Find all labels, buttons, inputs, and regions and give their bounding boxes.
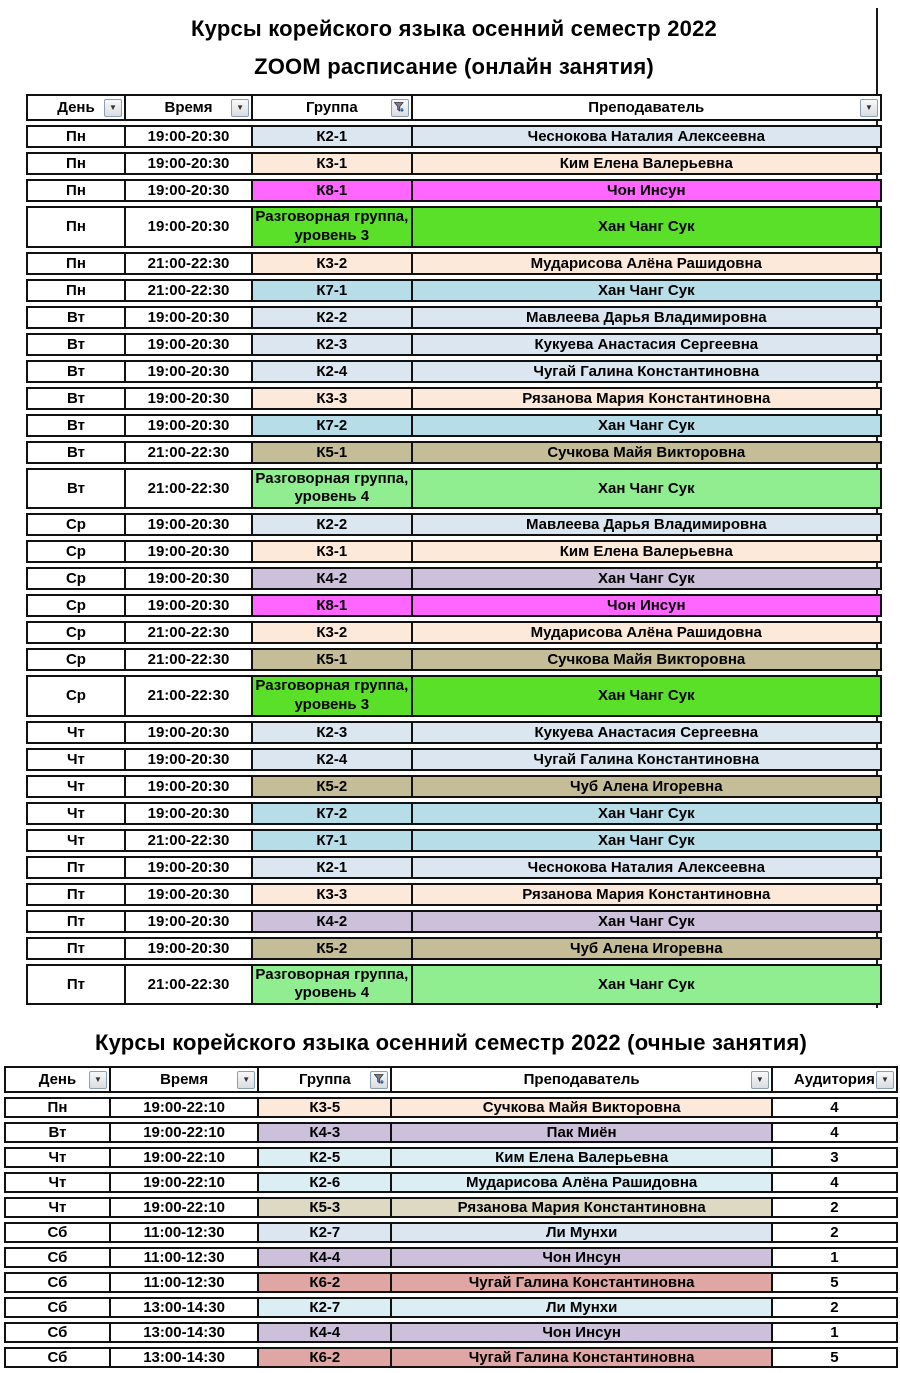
header-row (4, 1066, 898, 1093)
column-header-4 (771, 1066, 898, 1093)
teacher-cell[interactable]: Чон Инсун (390, 1322, 770, 1343)
table-row (4, 1297, 898, 1318)
table-row (26, 206, 882, 248)
time-cell[interactable]: 21:00-22:30 (124, 964, 251, 1006)
time-cell[interactable]: 19:00-20:30 (124, 513, 251, 536)
room-cell[interactable]: 5 (771, 1272, 898, 1293)
group-cell[interactable]: К6-2 (257, 1347, 390, 1368)
time-cell[interactable]: 21:00-22:30 (124, 441, 251, 464)
dropdown-icon[interactable]: ▼ (104, 99, 122, 117)
column-header-label: Время (164, 99, 213, 116)
teacher-cell[interactable]: Чугай Галина Константиновна (390, 1347, 770, 1368)
room-cell[interactable]: 2 (771, 1197, 898, 1218)
schedule-grid (4, 1062, 898, 1372)
teacher-cell[interactable]: Ким Елена Валерьевна (411, 540, 882, 563)
day-cell[interactable]: Вт (26, 441, 124, 464)
column-header-label: Группа (298, 1071, 351, 1088)
time-cell[interactable]: 19:00-20:30 (124, 910, 251, 933)
group-cell[interactable]: К2-3 (251, 333, 410, 356)
day-cell[interactable]: Ср (26, 513, 124, 536)
time-cell[interactable]: 21:00-22:30 (124, 621, 251, 644)
group-cell[interactable]: К3-1 (251, 152, 410, 175)
table-row (26, 125, 882, 148)
table-row (26, 829, 882, 852)
time-cell[interactable]: 19:00-20:30 (124, 414, 251, 437)
table-row (26, 964, 882, 1006)
column-header-label: Группа (305, 99, 358, 116)
group-cell[interactable]: К7-1 (251, 829, 410, 852)
filter-icon[interactable] (370, 1071, 388, 1089)
table-row (26, 414, 882, 437)
table-row (26, 179, 882, 202)
group-cell[interactable]: К8-1 (251, 179, 410, 202)
day-cell[interactable]: Чт (4, 1172, 109, 1193)
time-cell[interactable]: 21:00-22:30 (124, 252, 251, 275)
group-cell[interactable]: К2-5 (257, 1147, 390, 1168)
group-cell[interactable]: К3-3 (251, 387, 410, 410)
dropdown-icon[interactable]: ▼ (89, 1071, 107, 1089)
group-cell[interactable]: К2-4 (251, 360, 410, 383)
teacher-cell[interactable]: Рязанова Мария Константиновна (411, 387, 882, 410)
group-cell[interactable]: К7-2 (251, 802, 410, 825)
teacher-cell[interactable]: Пак Миён (390, 1122, 770, 1143)
table-row (26, 387, 882, 410)
group-cell[interactable]: К2-7 (257, 1297, 390, 1318)
table-row (26, 279, 882, 302)
teacher-cell[interactable]: Сучкова Майя Викторовна (411, 648, 882, 671)
day-cell[interactable]: Вт (26, 306, 124, 329)
column-header-3 (411, 94, 882, 121)
table-row (4, 1347, 898, 1368)
table-row (4, 1272, 898, 1293)
group-cell[interactable]: К2-3 (251, 721, 410, 744)
column-header-2 (251, 94, 410, 121)
table-row (26, 152, 882, 175)
table-row (4, 1322, 898, 1343)
teacher-cell[interactable]: Хан Чанг Сук (411, 279, 882, 302)
table-row (26, 883, 882, 906)
group-cell[interactable]: К4-2 (251, 910, 410, 933)
teacher-cell[interactable]: Мударисова Алёна Рашидовна (411, 252, 882, 275)
table-row (26, 441, 882, 464)
teacher-cell[interactable]: Чуб Алена Игоревна (411, 937, 882, 960)
group-cell[interactable]: К5-2 (251, 775, 410, 798)
teacher-cell[interactable]: Хан Чанг Сук (411, 964, 882, 1006)
column-header-label: День (38, 1071, 77, 1088)
group-cell[interactable]: К4-4 (257, 1247, 390, 1268)
teacher-cell[interactable]: Чугай Галина Константиновна (411, 748, 882, 771)
dropdown-icon[interactable]: ▼ (876, 1071, 894, 1089)
time-cell[interactable]: 19:00-22:10 (109, 1197, 257, 1218)
teacher-cell[interactable]: Хан Чанг Сук (411, 414, 882, 437)
group-cell[interactable]: К2-1 (251, 856, 410, 879)
day-cell[interactable]: Пт (26, 937, 124, 960)
teacher-cell[interactable]: Кукуева Анастасия Сергеевна (411, 721, 882, 744)
time-cell[interactable]: 11:00-12:30 (109, 1272, 257, 1293)
table-row (26, 468, 882, 510)
group-cell[interactable]: К3-5 (257, 1097, 390, 1118)
day-cell[interactable]: Ср (26, 648, 124, 671)
column-header-0 (4, 1066, 109, 1093)
group-cell[interactable]: Разговорная группа, уровень 4 (251, 964, 410, 1006)
group-cell[interactable]: К7-2 (251, 414, 410, 437)
day-cell[interactable]: Чт (26, 802, 124, 825)
column-header-label: День (57, 99, 95, 116)
group-cell[interactable]: Разговорная группа, уровень 4 (251, 468, 410, 510)
table-row (26, 567, 882, 590)
time-cell[interactable]: 19:00-20:30 (124, 306, 251, 329)
time-cell[interactable]: 21:00-22:30 (124, 829, 251, 852)
group-cell[interactable]: К5-1 (251, 441, 410, 464)
teacher-cell[interactable]: Чон Инсун (411, 594, 882, 617)
group-cell[interactable]: К5-2 (251, 937, 410, 960)
teacher-cell[interactable]: Мударисова Алёна Рашидовна (411, 621, 882, 644)
time-cell[interactable]: 19:00-20:30 (124, 567, 251, 590)
column-header-label: Время (160, 1071, 209, 1088)
offline-schedule-table (4, 1028, 898, 1372)
dropdown-icon[interactable]: ▼ (751, 1071, 769, 1089)
group-cell[interactable]: К5-3 (257, 1197, 390, 1218)
table-row (26, 621, 882, 644)
time-cell[interactable]: 19:00-20:30 (124, 206, 251, 248)
day-cell[interactable]: Чт (26, 829, 124, 852)
time-cell[interactable]: 19:00-20:30 (124, 937, 251, 960)
teacher-cell[interactable]: Рязанова Мария Константиновна (390, 1197, 770, 1218)
room-cell[interactable]: 4 (771, 1097, 898, 1118)
teacher-cell[interactable]: Хан Чанг Сук (411, 206, 882, 248)
table-row (26, 648, 882, 671)
teacher-cell[interactable]: Чеснокова Наталия Алексеевна (411, 125, 882, 148)
day-cell[interactable]: Сб (4, 1347, 109, 1368)
time-cell[interactable]: 19:00-22:10 (109, 1097, 257, 1118)
table-row (26, 937, 882, 960)
day-cell[interactable]: Пт (26, 856, 124, 879)
column-header-2 (257, 1066, 390, 1093)
teacher-cell[interactable]: Чугай Галина Константиновна (411, 360, 882, 383)
time-cell[interactable]: 19:00-20:30 (124, 333, 251, 356)
teacher-cell[interactable]: Ли Мунхи (390, 1297, 770, 1318)
dropdown-icon[interactable]: ▼ (237, 1071, 255, 1089)
teacher-cell[interactable]: Ли Мунхи (390, 1222, 770, 1243)
day-cell[interactable]: Чт (26, 775, 124, 798)
time-cell[interactable]: 19:00-20:30 (124, 775, 251, 798)
group-cell[interactable]: К2-2 (251, 513, 410, 536)
dropdown-icon[interactable]: ▼ (231, 99, 249, 117)
teacher-cell[interactable]: Мавлеева Дарья Владимировна (411, 306, 882, 329)
time-cell[interactable]: 13:00-14:30 (109, 1347, 257, 1368)
day-cell[interactable]: Чт (26, 721, 124, 744)
teacher-cell[interactable]: Чон Инсун (411, 179, 882, 202)
group-cell[interactable]: К2-1 (251, 125, 410, 148)
day-cell[interactable]: Ср (26, 621, 124, 644)
time-cell[interactable]: 19:00-20:30 (124, 360, 251, 383)
table-row (26, 252, 882, 275)
teacher-cell[interactable]: Рязанова Мария Константиновна (411, 883, 882, 906)
group-cell[interactable]: К2-4 (251, 748, 410, 771)
teacher-cell[interactable]: Кукуева Анастасия Сергеевна (411, 333, 882, 356)
table-row (26, 594, 882, 617)
table-row (4, 1147, 898, 1168)
group-cell[interactable]: Разговорная группа, уровень 3 (251, 675, 410, 717)
column-header-0 (26, 94, 124, 121)
day-cell[interactable]: Пн (26, 179, 124, 202)
filter-icon[interactable] (391, 99, 409, 117)
table-row (4, 1172, 898, 1193)
teacher-cell[interactable]: Мавлеева Дарья Владимировна (411, 513, 882, 536)
column-header-1 (124, 94, 251, 121)
day-cell[interactable]: Вт (4, 1122, 109, 1143)
table-row (4, 1122, 898, 1143)
group-cell[interactable]: К2-2 (251, 306, 410, 329)
time-cell[interactable]: 21:00-22:30 (124, 675, 251, 717)
time-cell[interactable]: 21:00-22:30 (124, 468, 251, 510)
room-cell[interactable]: 2 (771, 1297, 898, 1318)
table-row (26, 513, 882, 536)
group-cell[interactable]: К3-2 (251, 252, 410, 275)
day-cell[interactable]: Пт (26, 964, 124, 1006)
teacher-cell[interactable]: Хан Чанг Сук (411, 829, 882, 852)
time-cell[interactable]: 21:00-22:30 (124, 648, 251, 671)
column-header-label: Преподаватель (588, 99, 705, 116)
day-cell[interactable]: Ср (26, 567, 124, 590)
table-row (26, 721, 882, 744)
page-subtitle: ZOOM расписание (онлайн занятия) (254, 54, 654, 79)
table-row (26, 360, 882, 383)
group-cell[interactable]: К5-1 (251, 648, 410, 671)
group-cell[interactable]: Разговорная группа, уровень 3 (251, 206, 410, 248)
day-cell[interactable]: Чт (4, 1147, 109, 1168)
time-cell[interactable]: 13:00-14:30 (109, 1297, 257, 1318)
day-cell[interactable]: Ср (26, 675, 124, 717)
time-cell[interactable]: 19:00-20:30 (124, 883, 251, 906)
day-cell[interactable]: Чт (26, 748, 124, 771)
group-cell[interactable]: К4-3 (257, 1122, 390, 1143)
group-cell[interactable]: К2-6 (257, 1172, 390, 1193)
table-row (4, 1247, 898, 1268)
group-cell[interactable]: К4-4 (257, 1322, 390, 1343)
time-cell[interactable]: 19:00-20:30 (124, 594, 251, 617)
day-cell[interactable]: Вт (26, 414, 124, 437)
teacher-cell[interactable]: Сучкова Майя Викторовна (390, 1097, 770, 1118)
header-row (26, 94, 882, 121)
day-cell[interactable]: Сб (4, 1297, 109, 1318)
time-cell[interactable]: 19:00-22:10 (109, 1122, 257, 1143)
teacher-cell[interactable]: Чуб Алена Игоревна (411, 775, 882, 798)
group-cell[interactable]: К6-2 (257, 1272, 390, 1293)
room-cell[interactable]: 5 (771, 1347, 898, 1368)
day-cell[interactable]: Вт (26, 387, 124, 410)
day-cell[interactable]: Пн (26, 152, 124, 175)
day-cell[interactable]: Чт (4, 1197, 109, 1218)
day-cell[interactable]: Пн (26, 279, 124, 302)
teacher-cell[interactable]: Хан Чанг Сук (411, 910, 882, 933)
teacher-cell[interactable]: Мударисова Алёна Рашидовна (390, 1172, 770, 1193)
group-cell[interactable]: К2-7 (257, 1222, 390, 1243)
group-cell[interactable]: К7-1 (251, 279, 410, 302)
room-cell[interactable]: 1 (771, 1322, 898, 1343)
zoom-schedule-table (26, 12, 882, 1009)
table-row (26, 802, 882, 825)
teacher-cell[interactable]: Хан Чанг Сук (411, 675, 882, 717)
teacher-cell[interactable]: Чугай Галина Константиновна (390, 1272, 770, 1293)
group-cell[interactable]: К3-1 (251, 540, 410, 563)
day-cell[interactable]: Пт (26, 910, 124, 933)
day-cell[interactable]: Сб (4, 1222, 109, 1243)
room-cell[interactable]: 4 (771, 1122, 898, 1143)
column-header-3 (390, 1066, 770, 1093)
day-cell[interactable]: Пн (26, 206, 124, 248)
time-cell[interactable]: 21:00-22:30 (124, 279, 251, 302)
day-cell[interactable]: Сб (4, 1322, 109, 1343)
time-cell[interactable]: 19:00-20:30 (124, 721, 251, 744)
day-cell[interactable]: Вт (26, 468, 124, 510)
day-cell[interactable]: Вт (26, 360, 124, 383)
table-row (26, 856, 882, 879)
group-cell[interactable]: К8-1 (251, 594, 410, 617)
group-cell[interactable]: К3-2 (251, 621, 410, 644)
column-header-1 (109, 1066, 257, 1093)
time-cell[interactable]: 11:00-12:30 (109, 1247, 257, 1268)
table-row (4, 1197, 898, 1218)
room-cell[interactable]: 4 (771, 1172, 898, 1193)
page-title-offline: Курсы корейского языка осенний семестр 2022 (очные занятия) (94, 1030, 808, 1055)
column-header-label: Преподаватель (523, 1071, 640, 1088)
page-title: Курсы корейского языка осенний семестр 2022 (191, 16, 717, 41)
table-row (26, 540, 882, 563)
table-row (26, 910, 882, 933)
time-cell[interactable]: 19:00-22:10 (109, 1147, 257, 1168)
teacher-cell[interactable]: Ким Елена Валерьевна (390, 1147, 770, 1168)
time-cell[interactable]: 11:00-12:30 (109, 1222, 257, 1243)
table-row (26, 306, 882, 329)
table-row (26, 675, 882, 717)
teacher-cell[interactable]: Чон Инсун (390, 1247, 770, 1268)
time-cell[interactable]: 19:00-20:30 (124, 125, 251, 148)
time-cell[interactable]: 19:00-20:30 (124, 540, 251, 563)
room-cell[interactable]: 1 (771, 1247, 898, 1268)
day-cell[interactable]: Пн (26, 125, 124, 148)
teacher-cell[interactable]: Чеснокова Наталия Алексеевна (411, 856, 882, 879)
table-row (4, 1097, 898, 1118)
table-row (4, 1222, 898, 1243)
day-cell[interactable]: Пн (26, 252, 124, 275)
room-cell[interactable]: 3 (771, 1147, 898, 1168)
day-cell[interactable]: Ср (26, 540, 124, 563)
teacher-cell[interactable]: Хан Чанг Сук (411, 468, 882, 510)
room-cell[interactable]: 2 (771, 1222, 898, 1243)
day-cell[interactable]: Пн (4, 1097, 109, 1118)
teacher-cell[interactable]: Ким Елена Валерьевна (411, 152, 882, 175)
day-cell[interactable]: Сб (4, 1247, 109, 1268)
time-cell[interactable]: 19:00-22:10 (109, 1172, 257, 1193)
time-cell[interactable]: 19:00-20:30 (124, 802, 251, 825)
dropdown-icon[interactable]: ▼ (860, 99, 878, 117)
time-cell[interactable]: 13:00-14:30 (109, 1322, 257, 1343)
day-cell[interactable]: Ср (26, 594, 124, 617)
table-row (26, 775, 882, 798)
time-cell[interactable]: 19:00-20:30 (124, 748, 251, 771)
time-cell[interactable]: 19:00-20:30 (124, 387, 251, 410)
time-cell[interactable]: 19:00-20:30 (124, 856, 251, 879)
time-cell[interactable]: 19:00-20:30 (124, 152, 251, 175)
column-header-label: Аудитория (793, 1071, 875, 1088)
table-row (26, 333, 882, 356)
group-cell[interactable]: К4-2 (251, 567, 410, 590)
day-cell[interactable]: Пт (26, 883, 124, 906)
time-cell[interactable]: 19:00-20:30 (124, 179, 251, 202)
schedule-grid (26, 90, 882, 1009)
teacher-cell[interactable]: Хан Чанг Сук (411, 802, 882, 825)
day-cell[interactable]: Сб (4, 1272, 109, 1293)
teacher-cell[interactable]: Хан Чанг Сук (411, 567, 882, 590)
table-row (26, 748, 882, 771)
teacher-cell[interactable]: Сучкова Майя Викторовна (411, 441, 882, 464)
group-cell[interactable]: К3-3 (251, 883, 410, 906)
day-cell[interactable]: Вт (26, 333, 124, 356)
